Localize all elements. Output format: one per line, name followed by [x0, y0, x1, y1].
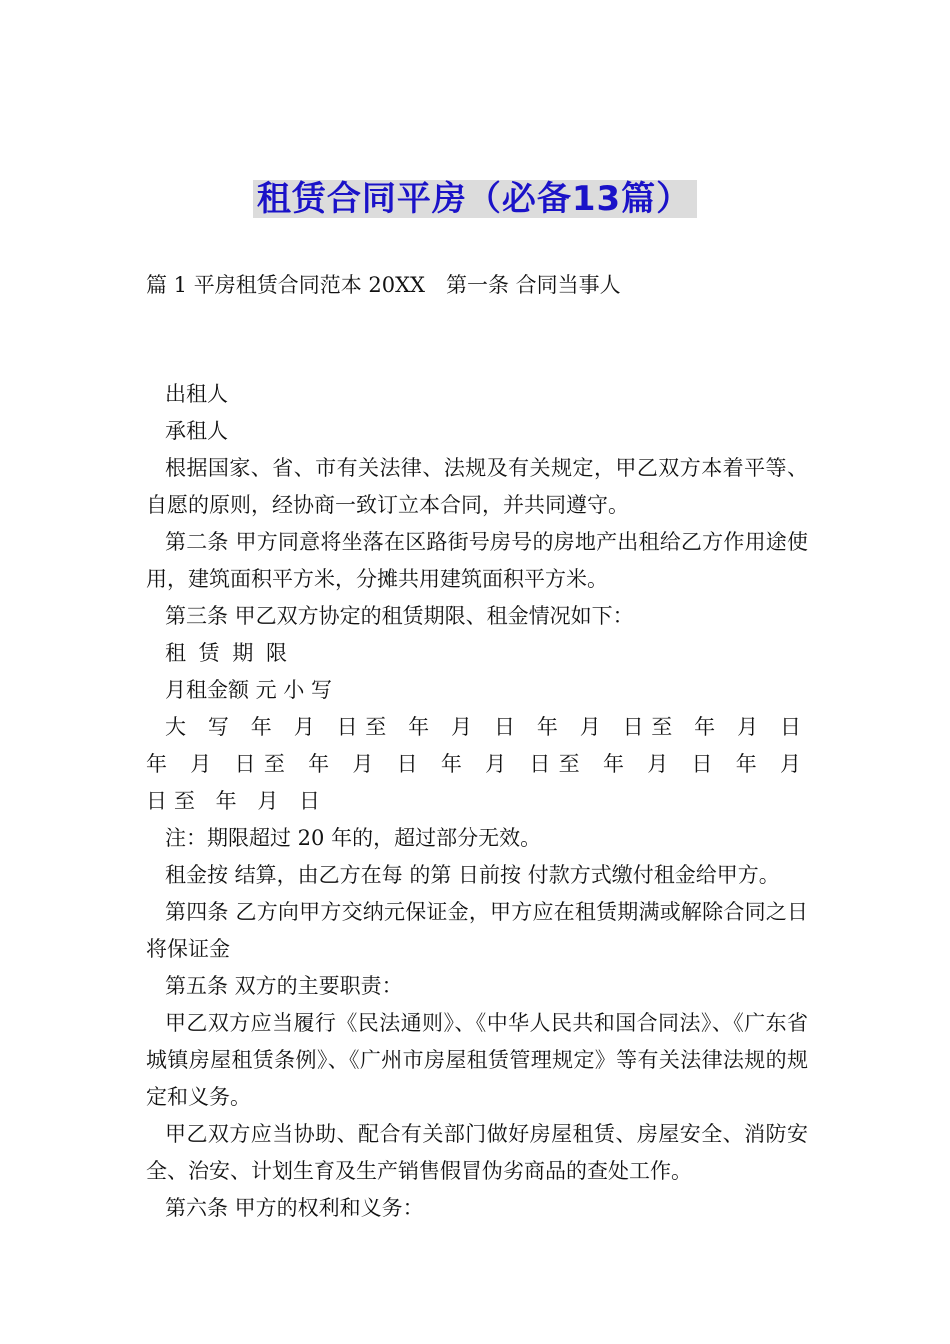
- paragraph-article-5: 第五条 双方的主要职责：: [165, 974, 403, 998]
- paragraph-monthly-rent: 月租金额 元 小 写: [165, 678, 333, 702]
- paragraph-obligations-cooperate: 甲乙双方应当协助、配合有关部门做好房屋租赁、房屋安全、消防安全、治安、计划生育及生产销售假冒伪劣商品的查处工作。: [146, 1122, 808, 1183]
- paragraph-rent-payment: 租金按 结算，由乙方在每 的第 日前按 付款方式缴付租金给甲方。: [165, 863, 780, 887]
- paragraph-lessee: 承租人: [165, 419, 228, 443]
- paragraph-lessor: 出租人: [165, 382, 228, 406]
- paragraph-article-3: 第三条 甲乙双方协定的租赁期限、租金情况如下：: [165, 604, 634, 628]
- section-heading: 篇 1 平房租赁合同范本 20XX 第一条 合同当事人: [146, 273, 621, 297]
- paragraph-preamble: 根据国家、省、市有关法律、法规及有关规定，甲乙双方本着平等、自愿的原则，经协商一致订立本合同，并共同遵守。: [146, 456, 808, 517]
- paragraph-article-2: 第二条 甲方同意将坐落在区路街号房号的房地产出租给乙方作用途使用，建筑面积平方米，分摊共用建筑面积平方米。: [146, 530, 808, 591]
- paragraph-lease-term: 租 赁 期 限: [165, 641, 291, 665]
- paragraph-date-ranges: 大 写 年 月 日至 年 月 日 年 月 日至 年 月 日 年 月 日至 年 月 日 年 月 日至 年 月 日 年 月 日至 年 月 日: [146, 715, 808, 813]
- document-body: [146, 376, 808, 1227]
- document-title: 租赁合同平房（必备13篇）: [253, 180, 697, 218]
- paragraph-obligations-law: 甲乙双方应当履行《民法通则》、《中华人民共和国合同法》、《广东省城镇房屋租赁条例》、《广州市房屋租赁管理规定》等有关法律法规的规定和义务。: [146, 1011, 808, 1109]
- title-container: [0, 180, 950, 218]
- paragraph-article-4: 第四条 乙方向甲方交纳元保证金，甲方应在租赁期满或解除合同之日将保证金: [146, 900, 808, 961]
- paragraph-note: 注：期限超过 20 年的，超过部分无效。: [165, 826, 542, 850]
- paragraph-article-6: 第六条 甲方的权利和义务：: [165, 1196, 424, 1220]
